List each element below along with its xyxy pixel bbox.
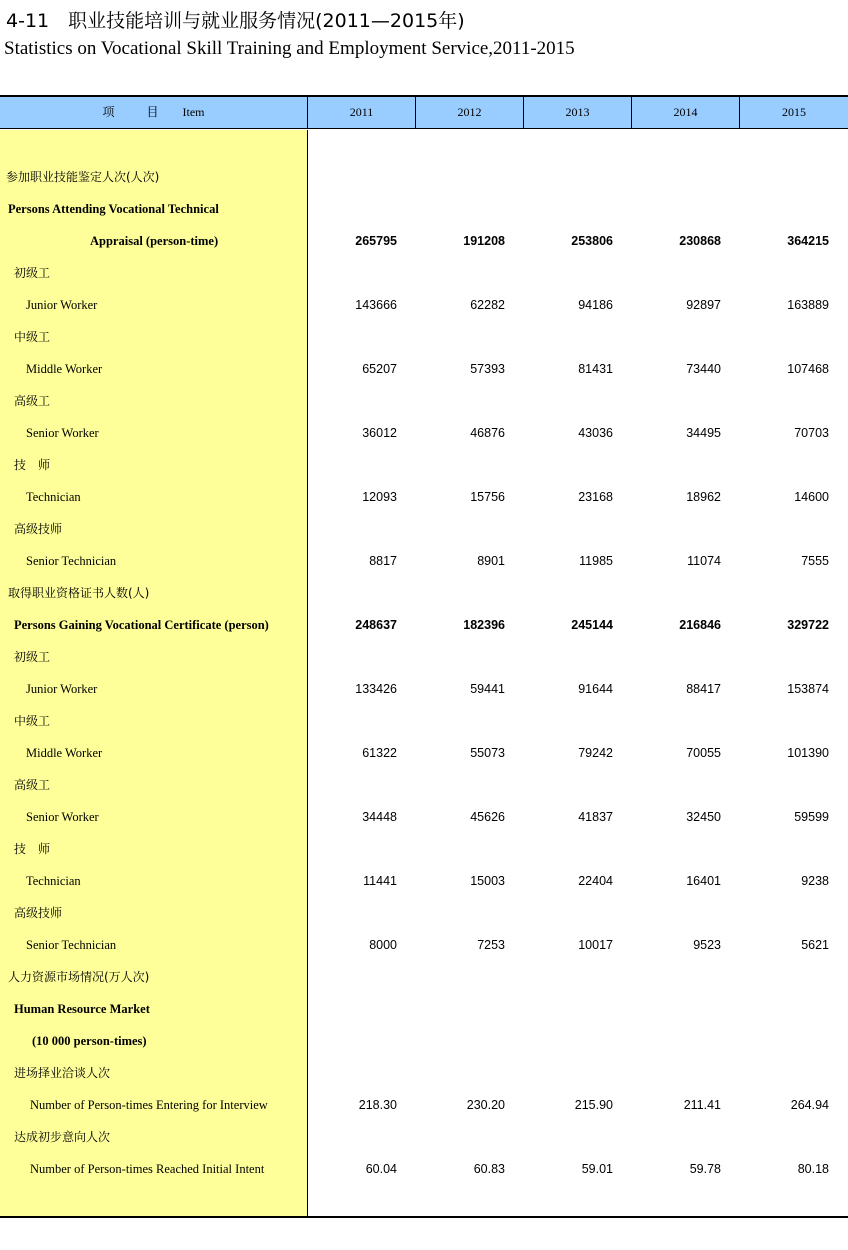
cell-value-2013: 22404 xyxy=(578,874,613,888)
cell-value-2013: 245144 xyxy=(571,618,613,632)
table-row xyxy=(0,161,848,193)
row-label: 参加职业技能鉴定人次(人次) xyxy=(6,170,160,184)
cell-value-2013: 11985 xyxy=(579,554,613,568)
cell-value-2012: 60.83 xyxy=(473,1162,505,1176)
header-item-en: Item xyxy=(182,105,205,119)
cell-value-2012: 230.20 xyxy=(466,1098,505,1112)
table-row xyxy=(0,449,848,481)
cell-value-2013: 10017 xyxy=(578,938,613,952)
table-row xyxy=(0,577,848,609)
row-label: Middle Worker xyxy=(26,362,103,376)
cell-value-2011: 265795 xyxy=(355,234,397,248)
row-label: 技 师 xyxy=(14,842,51,856)
cell-value-2015: 153874 xyxy=(787,682,829,696)
cell-value-2011: 133426 xyxy=(355,682,397,696)
cell-value-2011: 65207 xyxy=(362,362,397,376)
row-label: Appraisal (person-time) xyxy=(90,234,219,248)
cell-value-2015: 101390 xyxy=(787,746,829,760)
table-row xyxy=(0,1153,848,1185)
table-row xyxy=(0,385,848,417)
row-label: Junior Worker xyxy=(26,298,98,312)
table-row xyxy=(0,1121,848,1153)
cell-value-2013: 23168 xyxy=(578,490,613,504)
row-label: 进场择业洽谈人次 xyxy=(14,1066,111,1080)
cell-value-2014: 73440 xyxy=(686,362,721,376)
table-row xyxy=(0,545,848,577)
cell-value-2014: 18962 xyxy=(686,490,721,504)
table-row xyxy=(0,929,848,961)
cell-value-2015: 70703 xyxy=(794,426,829,440)
table-bottom-rule xyxy=(0,1216,848,1218)
cell-value-2014: 11074 xyxy=(687,554,721,568)
cell-value-2014: 70055 xyxy=(686,746,721,760)
table-row xyxy=(0,993,848,1025)
table-row xyxy=(0,1057,848,1089)
cell-value-2012: 62282 xyxy=(470,298,505,312)
row-label: 初级工 xyxy=(14,266,51,280)
table-row xyxy=(0,961,848,993)
cell-value-2011: 60.04 xyxy=(365,1162,397,1176)
table-row xyxy=(0,705,848,737)
cell-value-2014: 16401 xyxy=(686,874,721,888)
cell-value-2012: 191208 xyxy=(463,234,505,248)
table-row xyxy=(0,833,848,865)
table-row xyxy=(0,481,848,513)
table-row xyxy=(0,865,848,897)
table-row xyxy=(0,417,848,449)
table-row xyxy=(0,801,848,833)
cell-value-2014: 230868 xyxy=(679,234,721,248)
table-row xyxy=(0,289,848,321)
row-label: Human Resource Market xyxy=(14,1002,150,1016)
cell-value-2013: 59.01 xyxy=(581,1162,613,1176)
row-label: Number of Person-times Reached Initial Intent xyxy=(30,1162,265,1176)
cell-value-2011: 8000 xyxy=(369,938,397,952)
cell-value-2012: 8901 xyxy=(477,554,505,568)
cell-value-2011: 11441 xyxy=(363,874,397,888)
cell-value-2015: 163889 xyxy=(787,298,829,312)
row-label: Senior Technician xyxy=(26,938,117,952)
table-row xyxy=(0,321,848,353)
table-row xyxy=(0,897,848,929)
cell-value-2015: 9238 xyxy=(801,874,829,888)
cell-value-2014: 59.78 xyxy=(689,1162,721,1176)
row-label: 初级工 xyxy=(14,650,51,664)
cell-value-2015: 329722 xyxy=(787,618,829,632)
cell-value-2015: 107468 xyxy=(787,362,829,376)
row-label: Persons Attending Vocational Technical xyxy=(8,202,219,216)
cell-value-2014: 88417 xyxy=(686,682,721,696)
cell-value-2015: 5621 xyxy=(801,938,829,952)
page-title-english: Statistics on Vocational Skill Training and Employment Service,2011-2015 xyxy=(4,38,575,59)
row-label: Technician xyxy=(26,874,81,888)
row-label: 取得职业资格证书人数(人) xyxy=(8,586,150,600)
table-row xyxy=(0,225,848,257)
header-item-cell xyxy=(0,97,307,128)
cell-value-2011: 143666 xyxy=(355,298,397,312)
row-label: 人力资源市场情况(万人次) xyxy=(8,970,150,984)
row-label: Middle Worker xyxy=(26,746,103,760)
header-item-cn: 项 目 xyxy=(102,105,169,119)
cell-value-2012: 57393 xyxy=(470,362,505,376)
cell-value-2013: 81431 xyxy=(578,362,613,376)
row-label: (10 000 person-times) xyxy=(32,1034,147,1048)
cell-value-2012: 182396 xyxy=(463,618,505,632)
cell-value-2015: 14600 xyxy=(794,490,829,504)
cell-value-2012: 46876 xyxy=(470,426,505,440)
header-year-2011: 2011 xyxy=(307,97,415,128)
row-label: 高级技师 xyxy=(14,522,63,536)
cell-value-2013: 43036 xyxy=(578,426,613,440)
cell-value-2011: 218.30 xyxy=(358,1098,397,1112)
table-row xyxy=(0,609,848,641)
table-row xyxy=(0,769,848,801)
row-label: Senior Worker xyxy=(26,426,99,440)
row-label: 高级工 xyxy=(14,778,51,792)
cell-value-2014: 9523 xyxy=(693,938,721,952)
row-label: Persons Gaining Vocational Certificate (person) xyxy=(14,618,269,632)
cell-value-2011: 61322 xyxy=(362,746,397,760)
cell-value-2012: 45626 xyxy=(470,810,505,824)
cell-value-2014: 211.41 xyxy=(683,1098,721,1112)
header-year-2012: 2012 xyxy=(415,97,523,128)
header-year-2015: 2015 xyxy=(739,97,848,128)
table-row xyxy=(0,353,848,385)
cell-value-2013: 41837 xyxy=(578,810,613,824)
header-year-2013: 2013 xyxy=(523,97,631,128)
table-row xyxy=(0,737,848,769)
table-row xyxy=(0,641,848,673)
table-header xyxy=(0,97,848,129)
cell-value-2012: 59441 xyxy=(470,682,505,696)
row-label: 高级工 xyxy=(14,394,51,408)
row-label: Junior Worker xyxy=(26,682,98,696)
cell-value-2012: 15003 xyxy=(470,874,505,888)
cell-value-2014: 216846 xyxy=(679,618,721,632)
cell-value-2011: 36012 xyxy=(362,426,397,440)
cell-value-2014: 34495 xyxy=(686,426,721,440)
header-year-2014: 2014 xyxy=(631,97,739,128)
cell-value-2013: 94186 xyxy=(578,298,613,312)
table-row xyxy=(0,257,848,289)
cell-value-2012: 55073 xyxy=(470,746,505,760)
cell-value-2012: 7253 xyxy=(477,938,505,952)
cell-value-2011: 8817 xyxy=(369,554,397,568)
cell-value-2013: 91644 xyxy=(578,682,613,696)
cell-value-2015: 264.94 xyxy=(790,1098,829,1112)
cell-value-2014: 92897 xyxy=(686,298,721,312)
row-label: Number of Person-times Entering for Interview xyxy=(30,1098,268,1112)
cell-value-2011: 248637 xyxy=(355,618,397,632)
cell-value-2013: 79242 xyxy=(578,746,613,760)
row-label: 中级工 xyxy=(14,330,51,344)
cell-value-2012: 15756 xyxy=(470,490,505,504)
cell-value-2011: 34448 xyxy=(362,810,397,824)
row-label: Senior Worker xyxy=(26,810,99,824)
table-row xyxy=(0,513,848,545)
cell-value-2013: 215.90 xyxy=(574,1098,613,1112)
row-label: Technician xyxy=(26,490,81,504)
cell-value-2015: 7555 xyxy=(801,554,829,568)
row-label: 中级工 xyxy=(14,714,51,728)
table-row xyxy=(0,1025,848,1057)
table-row xyxy=(0,673,848,705)
cell-value-2015: 364215 xyxy=(787,234,829,248)
page-title-chinese: 4-11 职业技能培训与就业服务情况(2011—2015年) xyxy=(6,10,465,32)
table-row xyxy=(0,1089,848,1121)
cell-value-2015: 59599 xyxy=(794,810,829,824)
row-label: 技 师 xyxy=(14,458,51,472)
table-row xyxy=(0,193,848,225)
cell-value-2015: 80.18 xyxy=(797,1162,829,1176)
cell-value-2013: 253806 xyxy=(571,234,613,248)
row-label: 高级技师 xyxy=(14,906,63,920)
row-label: 达成初步意向人次 xyxy=(14,1130,111,1144)
cell-value-2011: 12093 xyxy=(362,490,397,504)
row-label: Senior Technician xyxy=(26,554,117,568)
cell-value-2014: 32450 xyxy=(686,810,721,824)
